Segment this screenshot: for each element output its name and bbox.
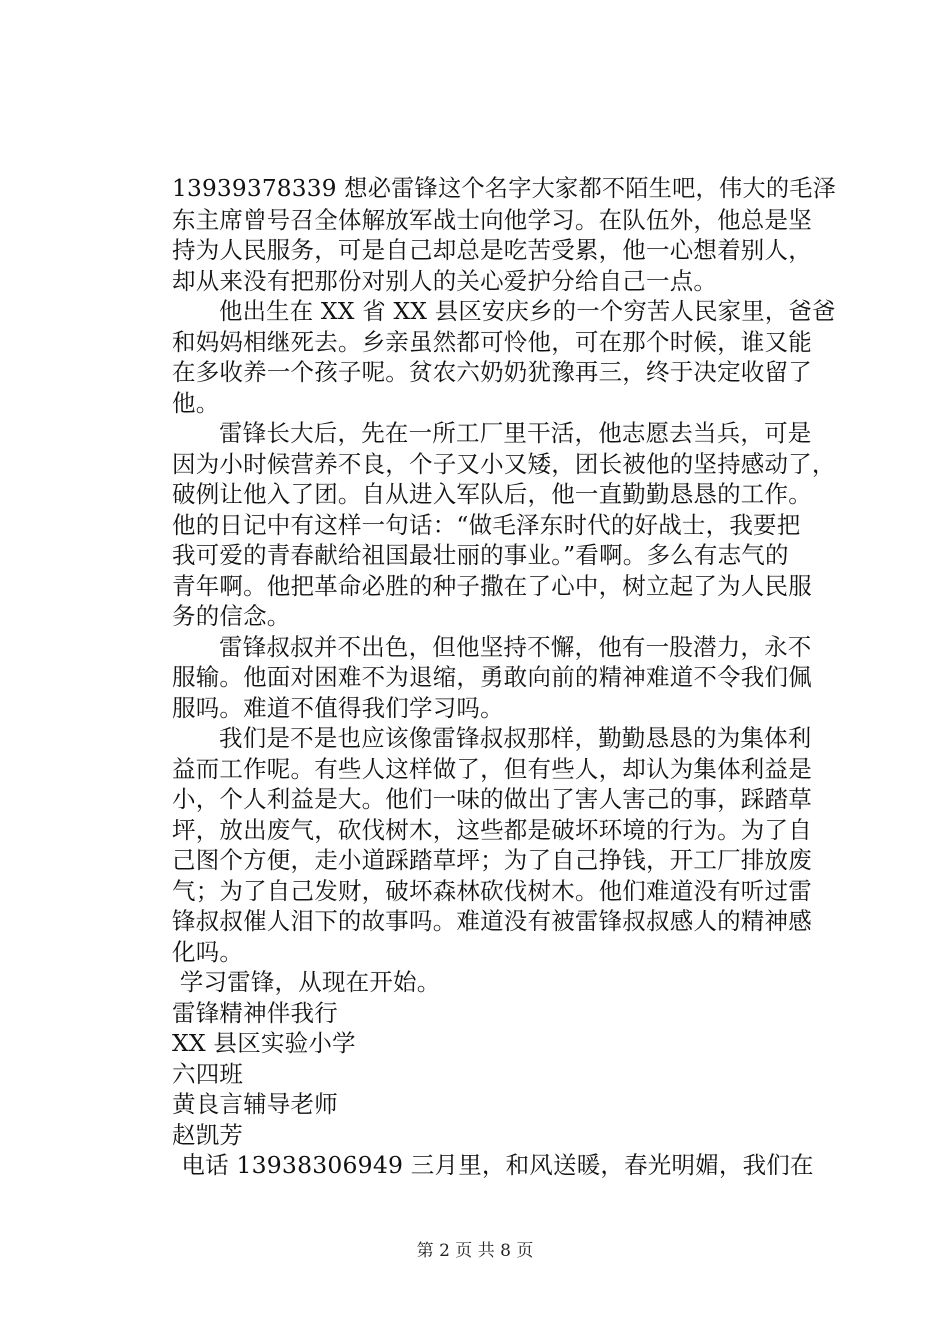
text-line: 锋叔叔催人泪下的故事吗。难道没有被雷锋叔叔感人的精神感 [172,907,812,935]
text-line: 却从来没有把那份对别人的关心爱护分给自己一点。 [172,266,718,295]
text-line: 服输。他面对困难不为退缩，勇敢向前的精神难道不令我们佩 [172,663,812,691]
text-line: 13939378339 想必雷锋这个名字大家都不陌生吧，伟大的毛泽 [172,175,837,202]
text-line: 学习雷锋，从现在开始。 [179,968,441,996]
text-line: 我可爱的青春献给祖国最壮丽的事业。”看啊。多么有志气的 [172,541,789,569]
text-line: 电话 13938306949 三月里，和风送暖，春光明媚，我们在 [181,1151,814,1179]
text-line: 化吗。 [172,937,244,966]
text-line: 黄良言辅导老师 [172,1090,338,1118]
text-line: 破例让他入了团。自从进入军队后，他一直勤勤恳恳的工作。 [172,480,812,508]
text-line: 益而工作呢。有些人这样做了，但有些人，却认为集体利益是 [172,754,812,783]
text-line: 务的信念。 [172,602,291,630]
text-line: 雷锋长大后，先在一所工厂里干活，他志愿去当兵，可是 [219,419,812,447]
text-line: 在多收养一个孩子呢。贫农六奶奶犹豫再三，终于决定收留了 [172,358,812,386]
text-line: 六四班 [172,1059,244,1088]
text-line: 服吗。难道不值得我们学习吗。 [172,693,504,722]
text-line: XX 县区实验小学 [172,1029,356,1057]
text-line: 小，个人利益是大。他们一味的做出了害人害己的事，踩踏草 [172,785,812,813]
page-footer: 第 2 页 共 8 页 [416,1241,534,1261]
text-line: 他的日记中有这样一句话：“做毛泽东时代的好战士，我要把 [172,510,801,539]
text-line: 己图个方便，走小道踩踏草坪；为了自己挣钱，开工厂排放废 [172,846,812,874]
text-line: 青年啊。他把革命必胜的种子撒在了心中，树立起了为人民服 [172,571,812,600]
text-line: 和妈妈相继死去。乡亲虽然都可怜他，可在那个时候，谁又能 [172,327,812,356]
text-line: 因为小时候营养不良，个子又小又矮，团长被他的坚持感动了， [172,449,836,478]
text-line: 坪，放出废气，砍伐树木，这些都是破坏环境的行为。为了自 [172,815,812,844]
text-line: 雷锋叔叔并不出色，但他坚持不懈，他有一股潜力，永不 [219,632,812,661]
text-line: 他出生在 XX 省 XX 县区安庆乡的一个穷苦人民家里，爸爸 [219,297,836,325]
text-line: 我们是不是也应该像雷锋叔叔那样，勤勤恳恳的为集体利 [219,724,812,752]
text-line: 他。 [172,388,220,417]
text-line: 持为人民服务，可是自己却总是吃苦受累，他一心想着别人， [172,236,812,264]
document-body [172,174,836,1181]
text-line: 东主席曾号召全体解放军战士向他学习。在队伍外，他总是坚 [172,205,812,234]
text-line: 气；为了自己发财，破坏森林砍伐树木。他们难道没有听过雷 [172,876,812,905]
text-line: 雷锋精神伴我行 [172,998,338,1027]
text-line: 赵凯芳 [172,1120,244,1149]
